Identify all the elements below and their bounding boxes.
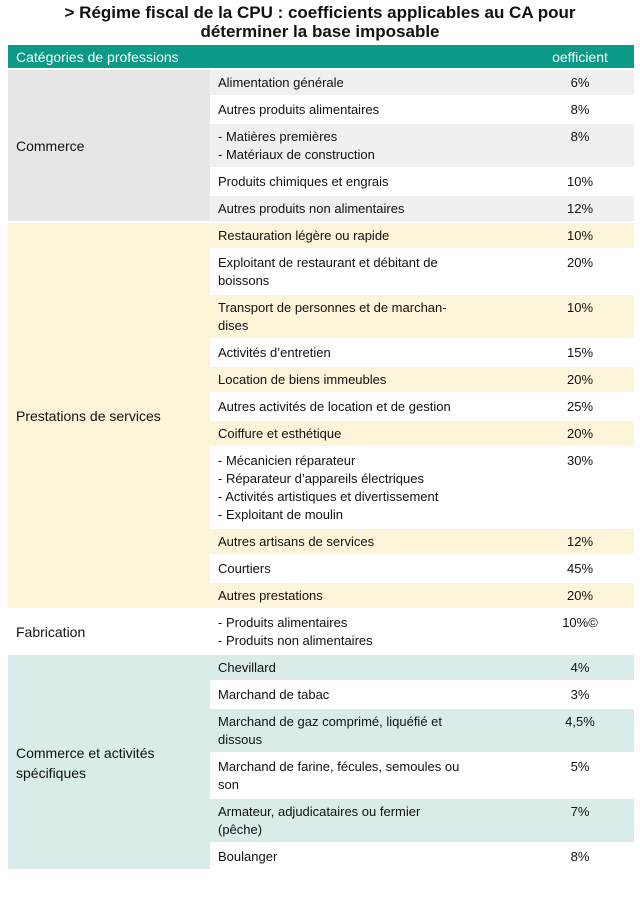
profession-cell: Transport de personnes et de marchan- dises — [210, 294, 526, 339]
coefficient-cell: 30% — [526, 447, 634, 528]
coefficient-cell: 6% — [526, 69, 634, 96]
table-row — [8, 222, 634, 249]
header-categories: Catégories de professions — [16, 48, 179, 65]
coefficient-cell: 15% — [526, 339, 634, 366]
profession-cell: Armateur, adjudicataires ou fermier (pêche) — [210, 798, 526, 843]
profession-cell: Produits chimiques et engrais — [210, 168, 526, 195]
coefficient-cell: 10% — [526, 222, 634, 249]
profession-cell: Marchand de tabac — [210, 681, 526, 708]
profession-cell: Boulanger — [210, 843, 526, 869]
profession-cell: - Mécanicien réparateur - Réparateur d’appareils électriques - Activités artistiques et divertissement - Exploitant de moulin — [210, 447, 526, 528]
page-title: > Régime fiscal de la CPU : coefficients applicables au CA pour déterminer la base imposable — [64, 3, 576, 41]
coefficient-cell: 12% — [526, 195, 634, 222]
coefficient-cell: 25% — [526, 393, 634, 420]
table-body — [8, 69, 634, 869]
coefficient-cell: 10% — [526, 294, 634, 339]
table-header-row — [8, 45, 634, 69]
profession-cell: Autres produits alimentaires — [210, 96, 526, 123]
category-cell: Commerce et activités spécifiques — [8, 654, 210, 869]
profession-cell: Restauration légère ou rapide — [210, 222, 526, 249]
coefficient-cell: 8% — [526, 843, 634, 869]
profession-cell: - Matières premières - Matériaux de construction — [210, 123, 526, 168]
profession-cell: Exploitant de restaurant et débitant de boissons — [210, 249, 526, 294]
coefficient-cell: 3% — [526, 681, 634, 708]
table-row — [8, 609, 634, 654]
profession-cell: Alimentation générale — [210, 69, 526, 96]
coefficient-cell: 8% — [526, 123, 634, 168]
profession-cell: Autres prestations — [210, 582, 526, 609]
coefficient-cell: 10%© — [526, 609, 634, 654]
profession-cell: Autres produits non alimentaires — [210, 195, 526, 222]
coefficient-cell: 4,5% — [526, 708, 634, 753]
category-cell: Fabrication — [8, 609, 210, 654]
profession-cell: Courtiers — [210, 555, 526, 582]
coefficient-cell: 20% — [526, 582, 634, 609]
coefficient-cell: 7% — [526, 798, 634, 843]
coefficient-cell: 4% — [526, 654, 634, 681]
category-cell: Commerce — [8, 69, 210, 222]
profession-cell: Autres activités de location et de gestion — [210, 393, 526, 420]
coefficient-cell: 5% — [526, 753, 634, 798]
coefficient-cell: 20% — [526, 420, 634, 447]
header-coefficient: oefficient — [552, 48, 608, 65]
profession-cell: Autres artisans de services — [210, 528, 526, 555]
profession-cell: Coiffure et esthétique — [210, 420, 526, 447]
profession-cell: - Produits alimentaires - Produits non alimentaires — [210, 609, 526, 654]
profession-cell: Activités d’entretien — [210, 339, 526, 366]
coefficient-cell: 8% — [526, 96, 634, 123]
coefficient-cell: 20% — [526, 366, 634, 393]
profession-cell: Marchand de gaz comprimé, liquéfié et dissous — [210, 708, 526, 753]
table-row — [8, 654, 634, 681]
profession-cell: Location de biens immeubles — [210, 366, 526, 393]
profession-cell: Marchand de farine, fécules, semoules ou son — [210, 753, 526, 798]
coefficients-table — [8, 45, 634, 869]
coefficient-cell: 10% — [526, 168, 634, 195]
coefficient-cell: 12% — [526, 528, 634, 555]
coefficient-cell: 20% — [526, 249, 634, 294]
table-row — [8, 69, 634, 96]
category-cell: Prestations de services — [8, 222, 210, 609]
coefficient-cell: 45% — [526, 555, 634, 582]
profession-cell: Chevillard — [210, 654, 526, 681]
